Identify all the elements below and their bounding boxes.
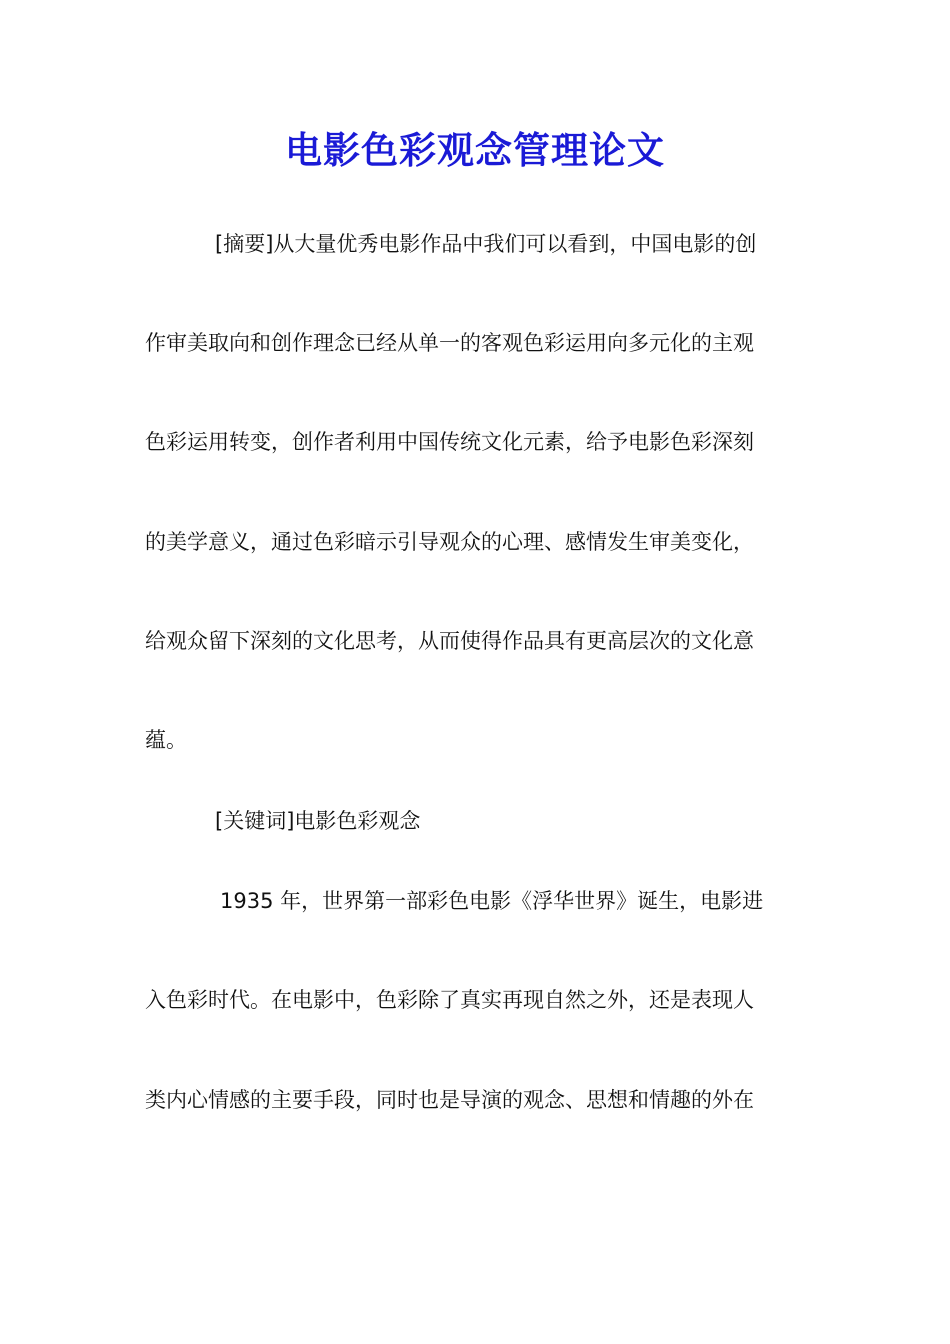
- keywords-line: [关键词]电影色彩观念: [215, 809, 421, 833]
- abstract-line-2: 作审美取向和创作理念已经从单一的客观色彩运用向多元化的主观: [145, 331, 754, 355]
- abstract-line-4: 的美学意义，通过色彩暗示引导观众的心理、感情发生审美变化，: [145, 530, 754, 554]
- body-line-2: 入色彩时代。在电影中，色彩除了真实再现自然之外，还是表现人: [145, 988, 754, 1012]
- abstract-line-1: [摘要]从大量优秀电影作品中我们可以看到，中国电影的创: [215, 232, 757, 256]
- abstract-line-3: 色彩运用转变，创作者利用中国传统文化元素，给予电影色彩深刻: [145, 430, 754, 454]
- document-title: 电影色彩观念管理论文: [285, 128, 665, 172]
- abstract-line-5: 给观众留下深刻的文化思考，从而使得作品具有更高层次的文化意: [145, 629, 754, 653]
- abstract-line-6: 蕴。: [145, 728, 187, 752]
- body-line-1: 1935 年，世界第一部彩色电影《浮华世界》诞生，电影进: [220, 889, 764, 913]
- body-line-3: 类内心情感的主要手段，同时也是导演的观念、思想和情趣的外在: [145, 1088, 754, 1112]
